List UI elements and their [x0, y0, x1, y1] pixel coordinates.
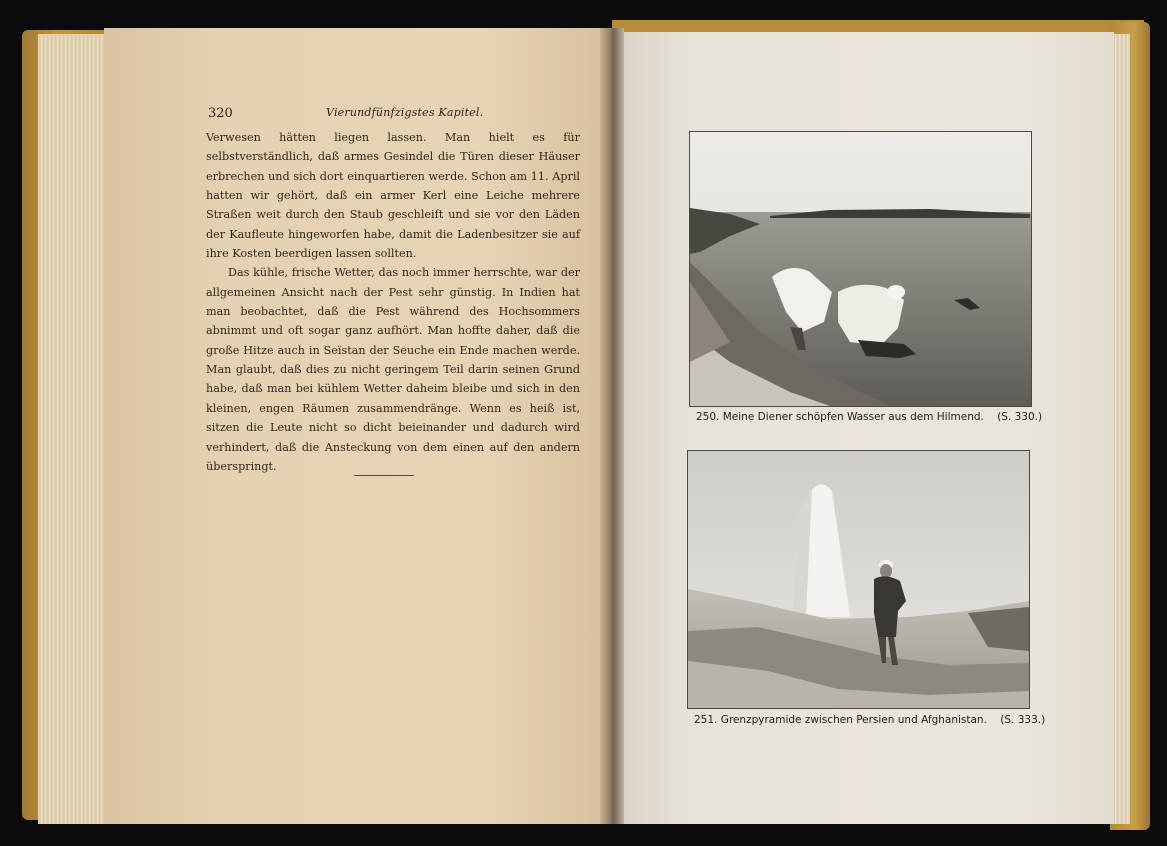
- body-text: [206, 128, 580, 476]
- page-header: [208, 106, 580, 122]
- book-gutter: [600, 28, 624, 824]
- section-rule: [354, 475, 414, 476]
- figure-page-reference: (S. 333.): [1000, 714, 1046, 726]
- figure-page-reference: (S. 330.): [997, 411, 1043, 423]
- page-edges-right: [1112, 34, 1130, 824]
- page-number: 320: [208, 106, 233, 121]
- pyramid-photo-drawing: [688, 451, 1029, 708]
- river-photo-drawing: [690, 132, 1031, 406]
- paragraph: Das kühle, frische Wetter, das noch immer herrschte, war der allgemeinen Ansicht nach der Pest sehr günstig. In Indien hat man beobachtet, daß die Pest während des Hochsommers abnimmt und oft sogar ganz aufhört. Man hoffte daher, daß die große Hitze auch in Seïstan der Seuche ein Ende machen werde. Man glaubt, daß dies zu nicht geringem Teil darin seinen Grund habe, daß man bei kühlem Wetter daheim bleibe und sich in den kleinen, engen Räumen zusammendränge. Wenn es heiß ist, sitzen die Leute nicht so dicht beieinander und dadurch wird verhindert, daß die Ansteckung von dem einen auf den andern überspringt.: [206, 266, 580, 473]
- figure-caption: [696, 411, 1042, 423]
- figure-caption-text: Grenzpyramide zwischen Persien und Afghanistan.: [720, 714, 987, 726]
- figure-caption-text: Meine Diener schöpfen Wasser aus dem Hilmend.: [722, 411, 984, 423]
- figure-caption: [694, 714, 1045, 726]
- photo-border-pyramid: [687, 450, 1030, 709]
- figure-number: 250.: [696, 411, 720, 423]
- photo-servants-drawing-water: [689, 131, 1032, 407]
- figure-number: 251.: [694, 714, 718, 726]
- paragraph: Verwesen hätten liegen lassen. Man hielt es für selbstverständlich, daß armes Gesindel die Türen dieser Häuser erbrechen und sich dort einquartieren werde. Schon am 11. April hatten wir gehört, daß ein armer Kerl eine Leiche mehrere Straßen weit durch den Staub geschleift und sie vor den Läden der Kaufleute hingeworfen habe, damit die Ladenbesitzer sie auf ihre Kosten beerdigen lassen sollten.: [206, 131, 580, 261]
- running-title: Vierundfünfzigstes Kapitel.: [326, 106, 484, 119]
- page-edges-left: [38, 34, 108, 824]
